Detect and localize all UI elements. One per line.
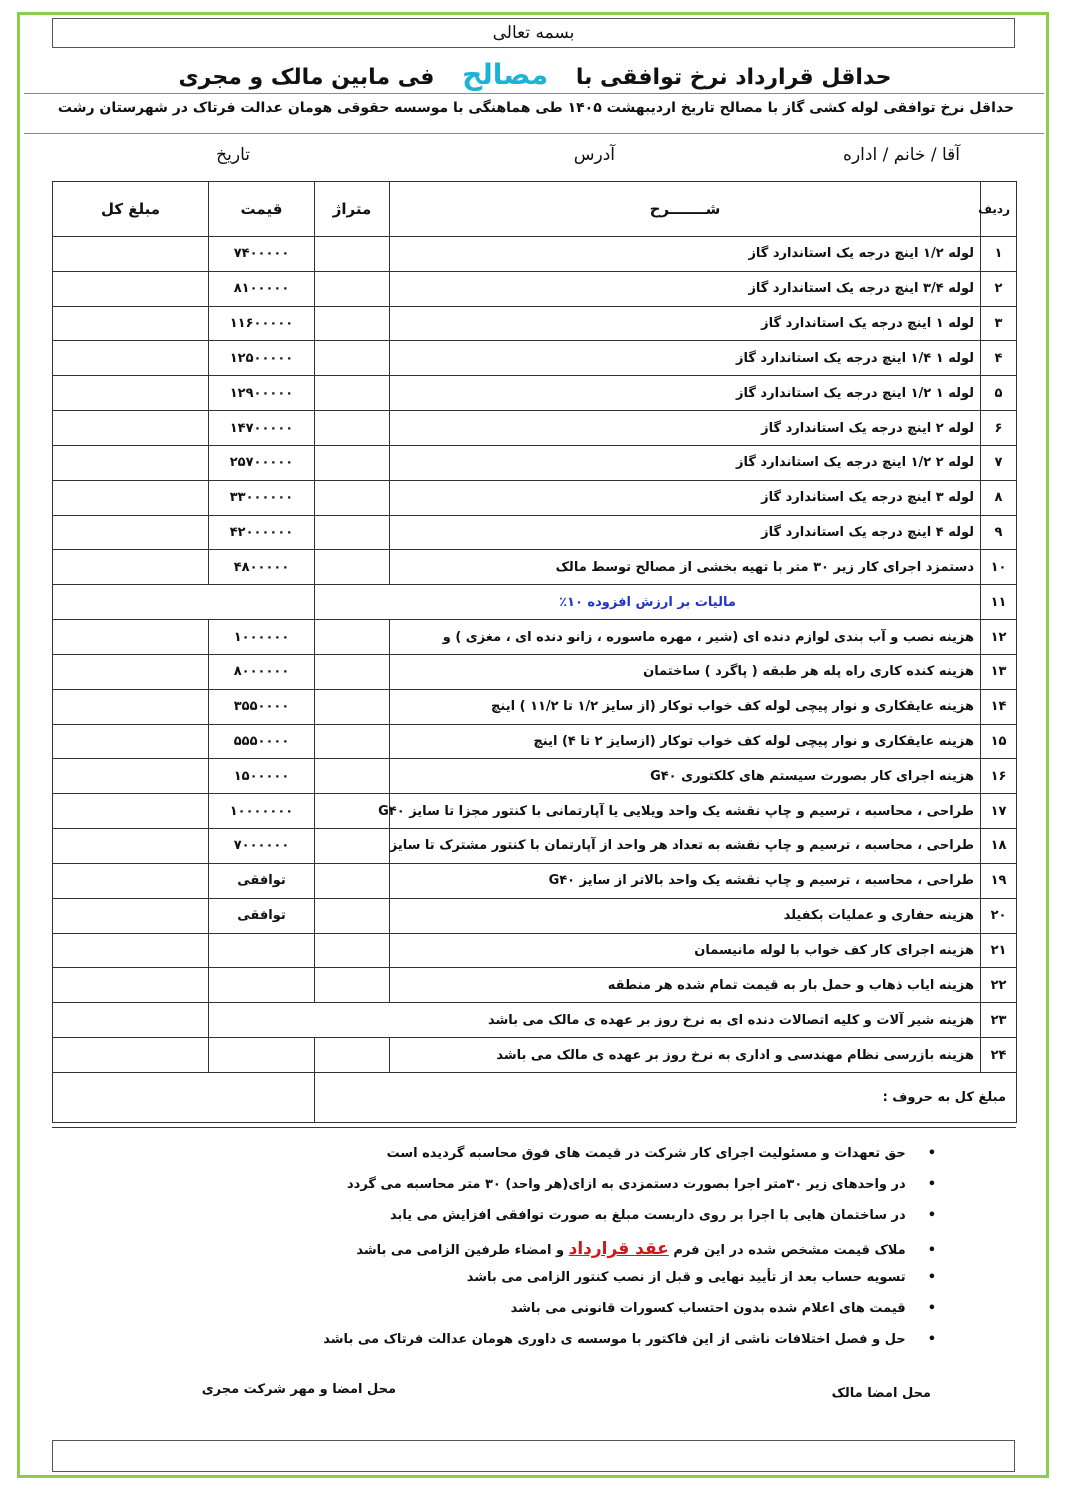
header-description: شـــــــرح xyxy=(390,182,981,237)
row-description: هزینه عایقکاری و نوار پیچی لوله کف خواب توکار (ازسایز ۲ تا ۴) اینچ xyxy=(390,724,981,759)
bullet-icon: • xyxy=(927,1146,936,1161)
price-cell: ۸۰۰۰۰۰۰ xyxy=(209,654,315,689)
price-cell: ۳۳۰۰۰۰۰۰ xyxy=(209,480,315,515)
total-cell xyxy=(53,376,209,411)
meters-cell xyxy=(315,550,390,585)
total-cell xyxy=(53,341,209,376)
total-in-words-label: مبلغ کل به حروف : xyxy=(315,1073,1017,1123)
table-row xyxy=(53,237,1017,272)
note-item xyxy=(511,1301,936,1316)
row-description: هزینه عایقکاری و نوار پیچی لوله کف خواب توکار (از سایز ۱/۲ تا ۱۱/۲ ) اینچ xyxy=(390,689,981,724)
price-cell: ۲۵۷۰۰۰۰۰ xyxy=(209,445,315,480)
row-number: ۱۷ xyxy=(981,794,1017,829)
note-text: در واحدهای زیر ۳۰متر اجرا بصورت دستمزدی به ازای(هر واحد) ۳۰ متر محاسبه می گردد xyxy=(346,1177,906,1192)
meters-cell xyxy=(315,863,390,898)
empty-cell xyxy=(53,585,315,620)
bullet-icon: • xyxy=(927,1332,936,1347)
title-before: حداقل قرارداد نرخ توافقی با xyxy=(575,65,892,90)
row-description: هزینه ایاب ذهاب و حمل بار به قیمت تمام شده هر منطقه xyxy=(390,968,981,1003)
notes-section xyxy=(52,1127,1016,1417)
client-label: آقا / خانم / اداره xyxy=(843,145,960,165)
row-number: ۱۸ xyxy=(981,829,1017,864)
row-description: لوله ۳/۴ اینچ درجه یک استاندارد گاز xyxy=(390,271,981,306)
price-cell: ۷۰۰۰۰۰۰ xyxy=(209,829,315,864)
divider xyxy=(24,133,1044,134)
table-row xyxy=(53,550,1017,585)
row-number: ۹ xyxy=(981,515,1017,550)
row-description: طراحی ، محاسبه ، ترسیم و چاپ نقشه یک واحد ویلایی یا آپارتمانی با کنتور مجزا تا سایز G۴۰ xyxy=(390,794,981,829)
row-number: ۱۳ xyxy=(981,654,1017,689)
total-cell xyxy=(53,654,209,689)
table-row xyxy=(53,1038,1017,1073)
meters-cell xyxy=(315,724,390,759)
price-cell: ۵۵۵۰۰۰۰ xyxy=(209,724,315,759)
footer-box xyxy=(52,1440,1015,1472)
row-description: طراحی ، محاسبه ، ترسیم و چاپ نقشه یک واحد بالاتر از سایز G۴۰ xyxy=(390,863,981,898)
note-item xyxy=(387,1146,936,1161)
price-cell: ۱۰۰۰۰۰۰ xyxy=(209,620,315,655)
meters-cell xyxy=(315,515,390,550)
table-row xyxy=(53,759,1017,794)
table-row xyxy=(53,933,1017,968)
basmala: بسمه تعالی xyxy=(492,23,575,43)
address-label: آدرس xyxy=(573,145,615,165)
row-number: ۷ xyxy=(981,445,1017,480)
meters-cell xyxy=(315,1038,390,1073)
meters-cell xyxy=(315,759,390,794)
row-number: ۱ xyxy=(981,237,1017,272)
price-table xyxy=(52,181,1017,1123)
meters-cell xyxy=(315,376,390,411)
bullet-icon: • xyxy=(927,1270,936,1285)
table-row xyxy=(53,1003,1017,1038)
meters-cell xyxy=(315,271,390,306)
total-cell xyxy=(53,271,209,306)
price-cell: ۱۰۰۰۰۰۰۰ xyxy=(209,794,315,829)
row-number: ۸ xyxy=(981,480,1017,515)
total-cell xyxy=(53,237,209,272)
meters-cell xyxy=(315,689,390,724)
table-row xyxy=(53,689,1017,724)
row-description: لوله ۱ اینچ درجه یک استاندارد گاز xyxy=(390,306,981,341)
contractor-signature-label: محل امضا و مهر شرکت مجری xyxy=(201,1382,396,1397)
table-row xyxy=(53,411,1017,446)
note-item xyxy=(390,1208,936,1223)
price-cell xyxy=(209,1038,315,1073)
note-text: حق تعهدات و مسئولیت اجرای کار شرکت در قیمت های فوق محاسبه گردیده است xyxy=(386,1146,906,1161)
row-number: ۶ xyxy=(981,411,1017,446)
bullet-icon: • xyxy=(927,1243,936,1258)
total-cell xyxy=(53,863,209,898)
total-cell xyxy=(53,306,209,341)
note-item xyxy=(347,1177,936,1192)
bullet-icon: • xyxy=(927,1177,936,1192)
page-title xyxy=(60,58,1010,91)
price-cell: ۱۴۷۰۰۰۰۰ xyxy=(209,411,315,446)
total-cell xyxy=(53,968,209,1003)
subtitle: حداقل نرخ توافقی لوله کشی گاز با مصالح تاریخ اردیبهشت ۱۴۰۵ طی هماهنگی با موسسه حقوقی هومان عدالت فرتاک در شهرستان رشت xyxy=(57,100,1015,116)
row-number: ۱۱ xyxy=(981,585,1017,620)
row-number: ۱۵ xyxy=(981,724,1017,759)
row-number: ۴ xyxy=(981,341,1017,376)
price-cell: ۳۵۵۰۰۰۰ xyxy=(209,689,315,724)
meters-cell xyxy=(315,341,390,376)
table-header-row xyxy=(53,182,1017,237)
row-number: ۲۳ xyxy=(981,1003,1017,1038)
total-in-words-value xyxy=(53,1073,315,1123)
total-cell xyxy=(53,933,209,968)
table-row xyxy=(53,376,1017,411)
row-number: ۱۴ xyxy=(981,689,1017,724)
total-cell xyxy=(53,411,209,446)
total-cell xyxy=(53,898,209,933)
row-number: ۱۰ xyxy=(981,550,1017,585)
row-description: طراحی ، محاسبه ، ترسیم و چاپ نقشه به تعداد هر واحد از آپارتمان با کنتور مشترک تا سایز xyxy=(390,829,981,864)
title-accent: مصالح xyxy=(462,58,549,91)
note-text: ملاک قیمت مشخص شده در این فرم xyxy=(673,1243,906,1258)
total-cell xyxy=(53,1003,209,1038)
words-row xyxy=(53,1073,1017,1123)
row-description: مالیات بر ارزش افزوده ۱۰٪ xyxy=(315,585,981,620)
header-total: مبلغ کل xyxy=(53,182,209,237)
meters-cell xyxy=(315,445,390,480)
table-row xyxy=(53,724,1017,759)
contract-highlight: عقد قرارداد xyxy=(568,1239,669,1259)
row-description: هزینه حفاری و عملیات بکفیلد xyxy=(390,898,981,933)
row-description: لوله ۱ ۱/۲ اینچ درجه یک استاندارد گاز xyxy=(390,376,981,411)
note-item xyxy=(467,1270,936,1285)
total-cell xyxy=(53,724,209,759)
price-cell: ۸۱۰۰۰۰۰ xyxy=(209,271,315,306)
price-cell: ۴۲۰۰۰۰۰۰ xyxy=(209,515,315,550)
total-cell xyxy=(53,620,209,655)
row-number: ۲۱ xyxy=(981,933,1017,968)
price-cell: ۴۸۰۰۰۰۰ xyxy=(209,550,315,585)
table-row xyxy=(53,585,1017,620)
price-cell xyxy=(209,968,315,1003)
header-price: قیمت xyxy=(209,182,315,237)
row-number: ۱۶ xyxy=(981,759,1017,794)
table-row xyxy=(53,654,1017,689)
row-description: لوله ۱ ۱/۴ اینچ درجه یک استاندارد گاز xyxy=(390,341,981,376)
row-description: هزینه بازرسی نظام مهندسی و اداری به نرخ روز بر عهده ی مالک می باشد xyxy=(390,1038,981,1073)
note-text: در ساختمان هایی با اجرا بر روی داربست مبلغ به صورت توافقی افزایش می یابد xyxy=(389,1208,906,1223)
row-number: ۲۲ xyxy=(981,968,1017,1003)
price-cell: توافقی xyxy=(209,863,315,898)
row-description: هزینه نصب و آب بندی لوازم دنده ای (شیر ، مهره ماسوره ، زانو دنده ای ، مغزی ) و xyxy=(390,620,981,655)
meters-cell xyxy=(315,968,390,1003)
row-number: ۱۹ xyxy=(981,863,1017,898)
table-row xyxy=(53,445,1017,480)
meters-cell xyxy=(315,898,390,933)
total-cell xyxy=(53,689,209,724)
meters-cell xyxy=(315,829,390,864)
row-description: لوله ۴ اینچ درجه یک استاندارد گاز xyxy=(390,515,981,550)
meters-cell xyxy=(315,306,390,341)
meters-cell xyxy=(315,620,390,655)
total-cell xyxy=(53,550,209,585)
note-text: حل و فصل اختلافات ناشی از این فاکتور با موسسه ی داوری هومان عدالت فرتاک می باشد xyxy=(323,1332,906,1347)
total-cell xyxy=(53,445,209,480)
row-description: هزینه شیر آلات و کلیه اتصالات دنده ای به نرخ روز بر عهده ی مالک می باشد xyxy=(209,1003,981,1038)
row-description: هزینه کنده کاری راه پله هر طبقه ( پاگرد ) ساختمان xyxy=(390,654,981,689)
price-cell: توافقی xyxy=(209,898,315,933)
table-row xyxy=(53,620,1017,655)
price-cell: ۷۴۰۰۰۰۰ xyxy=(209,237,315,272)
price-cell: ۱۲۹۰۰۰۰۰ xyxy=(209,376,315,411)
basmala-box xyxy=(52,18,1015,48)
table-row xyxy=(53,863,1017,898)
total-cell xyxy=(53,480,209,515)
table-row xyxy=(53,898,1017,933)
header-meters: متراژ xyxy=(315,182,390,237)
table-row xyxy=(53,341,1017,376)
price-cell xyxy=(209,933,315,968)
meters-cell xyxy=(315,933,390,968)
total-cell xyxy=(53,1038,209,1073)
total-cell xyxy=(53,794,209,829)
note-item xyxy=(356,1239,936,1259)
price-cell: ۱۲۵۰۰۰۰۰ xyxy=(209,341,315,376)
table-row xyxy=(53,480,1017,515)
table-row xyxy=(53,794,1017,829)
note-text: قیمت های اعلام شده بدون احتساب کسورات قانونی می باشد xyxy=(510,1301,906,1316)
meters-cell xyxy=(315,411,390,446)
note-text: و امضاء طرفین الزامی می باشد xyxy=(356,1243,565,1258)
table-row xyxy=(53,271,1017,306)
owner-signature-label: محل امضا مالک xyxy=(831,1386,931,1401)
date-label: تاریخ xyxy=(216,145,250,165)
table-row xyxy=(53,829,1017,864)
total-cell xyxy=(53,515,209,550)
row-number: ۳ xyxy=(981,306,1017,341)
row-number: ۵ xyxy=(981,376,1017,411)
bullet-icon: • xyxy=(927,1208,936,1223)
price-cell: ۱۱۶۰۰۰۰۰ xyxy=(209,306,315,341)
row-number: ۲ xyxy=(981,271,1017,306)
row-description: لوله ۲ اینچ درجه یک استاندارد گاز xyxy=(390,411,981,446)
row-description: لوله ۱/۲ اینچ درجه یک استاندارد گاز xyxy=(390,237,981,272)
row-description: لوله ۳ اینچ درجه یک استاندارد گاز xyxy=(390,480,981,515)
row-number: ۲۰ xyxy=(981,898,1017,933)
table-row xyxy=(53,968,1017,1003)
row-description: دستمزد اجرای کار زیر ۳۰ متر با تهیه بخشی از مصالح توسط مالک xyxy=(390,550,981,585)
price-cell: ۱۵۰۰۰۰۰ xyxy=(209,759,315,794)
table-row xyxy=(53,306,1017,341)
row-number: ۱۲ xyxy=(981,620,1017,655)
table-row xyxy=(53,515,1017,550)
total-cell xyxy=(53,759,209,794)
header-row-num: ردیف xyxy=(981,182,1017,237)
row-description: هزینه اجرای کار بصورت سیستم های کلکتوری G۴۰ xyxy=(390,759,981,794)
meters-cell xyxy=(315,654,390,689)
row-number: ۲۴ xyxy=(981,1038,1017,1073)
bullet-icon: • xyxy=(927,1301,936,1316)
meters-cell xyxy=(315,480,390,515)
divider xyxy=(24,93,1044,94)
title-after: فی مابین مالک و مجری xyxy=(178,65,435,90)
meters-cell xyxy=(315,237,390,272)
note-item xyxy=(323,1332,936,1347)
row-description: لوله ۲ ۱/۲ اینچ درجه یک استاندارد گاز xyxy=(390,445,981,480)
row-description: هزینه اجرای کار کف خواب با لوله مانیسمان xyxy=(390,933,981,968)
note-text: تسویه حساب بعد از تأیید نهایی و قبل از نصب کنتور الزامی می باشد xyxy=(466,1270,906,1285)
total-cell xyxy=(53,829,209,864)
